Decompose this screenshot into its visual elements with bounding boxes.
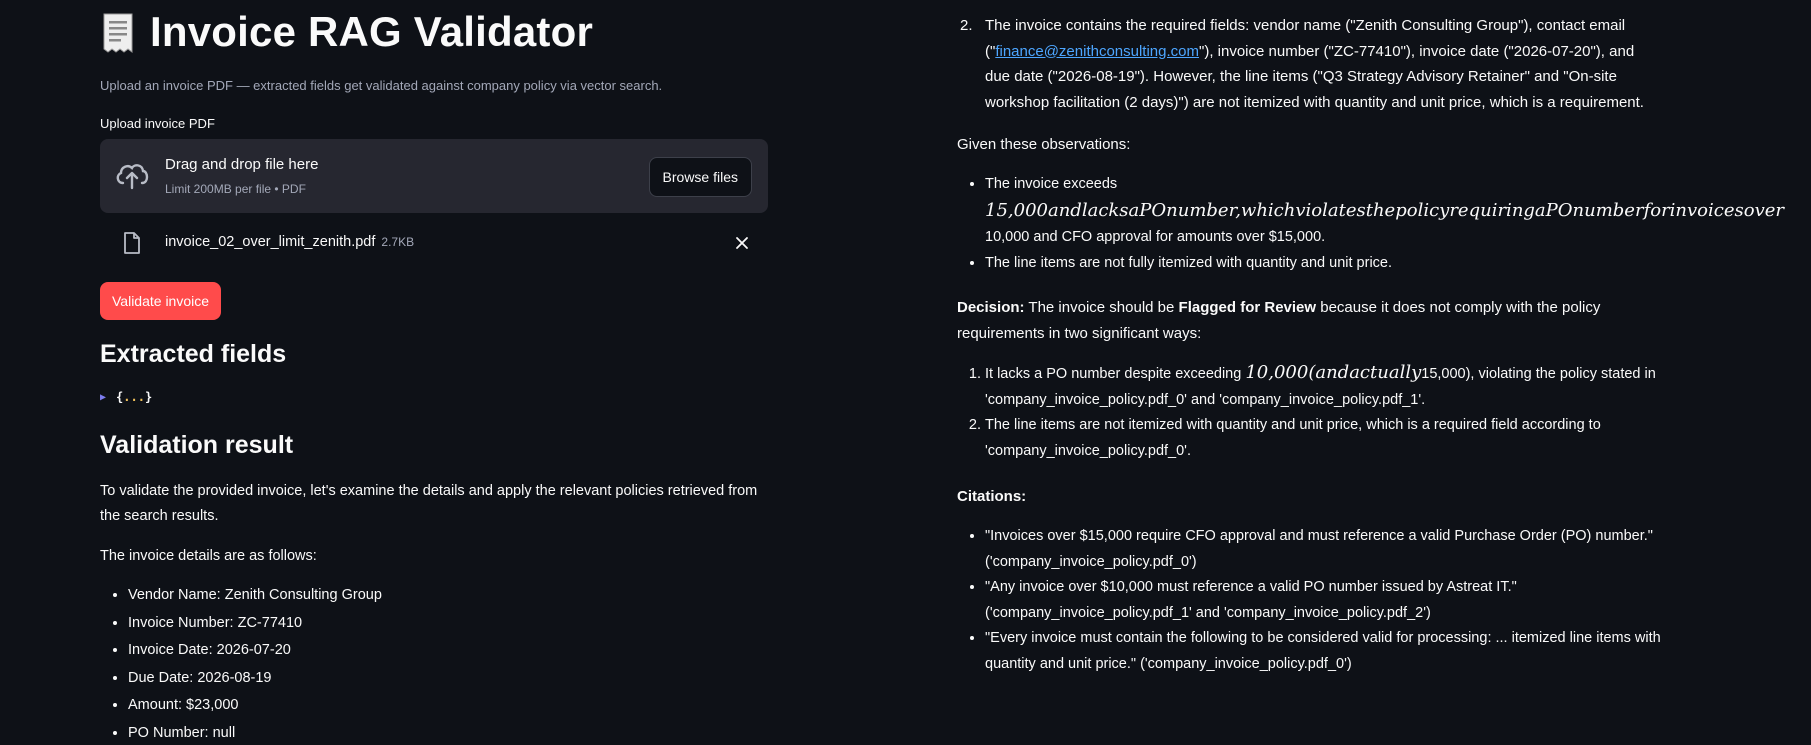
list-item: 2. The line items are not itemized with quantity and unit price, which is a required field according to 'company_invoice_policy.pdf_0'.: [985, 413, 1665, 464]
obs1-text-a: The invoice exceeds: [985, 176, 1118, 192]
validation-result-heading: Validation result: [100, 431, 294, 459]
file-size: 2.7KB: [381, 235, 415, 249]
list-item: • "Every invoice must contain the following to be considered valid for processing: ... itemized line items with quantity and unit price." ('company_invoice_policy.pdf_0'): [985, 626, 1685, 677]
citations-list: [957, 524, 1685, 677]
validate-invoice-button[interactable]: Validate invoice: [100, 282, 221, 320]
list-item: [985, 360, 1665, 413]
list-item: • Invoice Date: 2026-07-20: [128, 637, 382, 665]
dropzone-limit: Limit 200MB per file • PDF: [165, 182, 306, 196]
observations-list: [957, 172, 1805, 276]
uploaded-file-row: [100, 228, 768, 258]
list-number: 2.: [960, 17, 973, 34]
citations-heading: Citations:: [957, 488, 1027, 505]
check-item-2: [957, 13, 1657, 115]
invoice-details-list: [100, 582, 382, 745]
list-item: • The line items are not fully itemized with quantity and unit price.: [985, 251, 1805, 277]
list-item: • Amount: $23,000: [128, 692, 382, 720]
reason1-text-a: It lacks a PO number despite exceeding: [985, 366, 1242, 382]
upload-label: Upload invoice PDF: [100, 116, 215, 131]
file-dropzone[interactable]: [100, 139, 768, 213]
decision-reasons-list: [957, 360, 1665, 464]
browse-files-button[interactable]: Browse files: [649, 157, 752, 197]
validation-intro: To validate the provided invoice, let's examine the details and apply the relevant policies retrieved from the search results.: [100, 483, 758, 524]
receipt-icon: [100, 12, 132, 52]
list-item: • "Invoices over $15,000 require CFO approval and must reference a valid Purchase Order (PO) number." ('company_invoice_policy.pdf_0'): [985, 524, 1685, 575]
citations-label: [957, 484, 1026, 510]
obs1-text-b: 10,000 and CFO approval for amounts over $15,000.: [985, 229, 1326, 245]
details-intro: The invoice details are as follows:: [100, 548, 317, 564]
reason1-text-b: 15,000), violating the policy stated in 'company_invoice_policy.pdf_0' and 'company_invoice_policy.pdf_1'.: [985, 366, 1656, 408]
page-title: Invoice RAG Validator: [150, 8, 593, 55]
decision-text-a: The invoice should be: [1028, 299, 1175, 316]
check-item-2-text-b: "), invoice number ("ZC-77410"), invoice date ("2026-07-20"), and due date ("2026-08-19"). However, the line items ("Q3 Strategy Advisory Retainer" and "On-site workshop facilitation (2 days)") are not itemized with quantity and unit price, which is a requirement.: [985, 42, 1644, 111]
list-item: • PO Number: null: [128, 720, 382, 745]
list-item: • Invoice Number: ZC-77410: [128, 610, 382, 638]
list-item: • Due Date: 2026-08-19: [128, 665, 382, 693]
list-item: [985, 172, 1805, 251]
decision-label: Decision:: [957, 299, 1025, 316]
close-icon[interactable]: [734, 235, 750, 256]
cloud-upload-icon: [114, 159, 150, 196]
observations-intro: Given these observations:: [957, 136, 1131, 153]
page-subtitle: Upload an invoice PDF — extracted fields get validated against company policy via vector search.: [100, 78, 663, 93]
list-item: • Vendor Name: Zenith Consulting Group: [128, 582, 382, 610]
caret-right-icon[interactable]: ▶: [100, 391, 107, 403]
list-item: • "Any invoice over $10,000 must reference a valid PO number issued by Astreat IT." ('company_invoice_policy.pdf_1' and 'company_invoice_policy.pdf_2'): [985, 575, 1685, 626]
json-viewer-toggle[interactable]: [100, 390, 152, 404]
email-link[interactable]: finance@zenithconsulting.com: [995, 42, 1199, 60]
check-item-2-text-a: The invoice contains the required fields: vendor name ("Zenith Consulting Group"), contact email (": [985, 17, 1626, 60]
decision-text-b: because it does not comply with the policy requirements in two significant ways:: [957, 299, 1601, 342]
uploaded-file-name: [165, 234, 414, 250]
decision-paragraph: [957, 295, 1617, 346]
dropzone-instructions: Drag and drop file here: [165, 156, 319, 173]
decision-verdict: Flagged for Review: [1178, 299, 1317, 316]
reason1-math: 10,000(andactually: [1245, 362, 1422, 383]
json-collapsed: {...}: [116, 390, 153, 404]
title-row: [100, 8, 593, 56]
file-icon: [122, 231, 142, 260]
extracted-fields-heading: Extracted fields: [100, 340, 287, 368]
obs1-math: 15,000andlacksaPOnumber,whichviolatesthepolicyrequiringaPOnumberforinvoicesover: [985, 199, 1785, 221]
file-name-text: invoice_02_over_limit_zenith.pdf: [165, 234, 376, 250]
